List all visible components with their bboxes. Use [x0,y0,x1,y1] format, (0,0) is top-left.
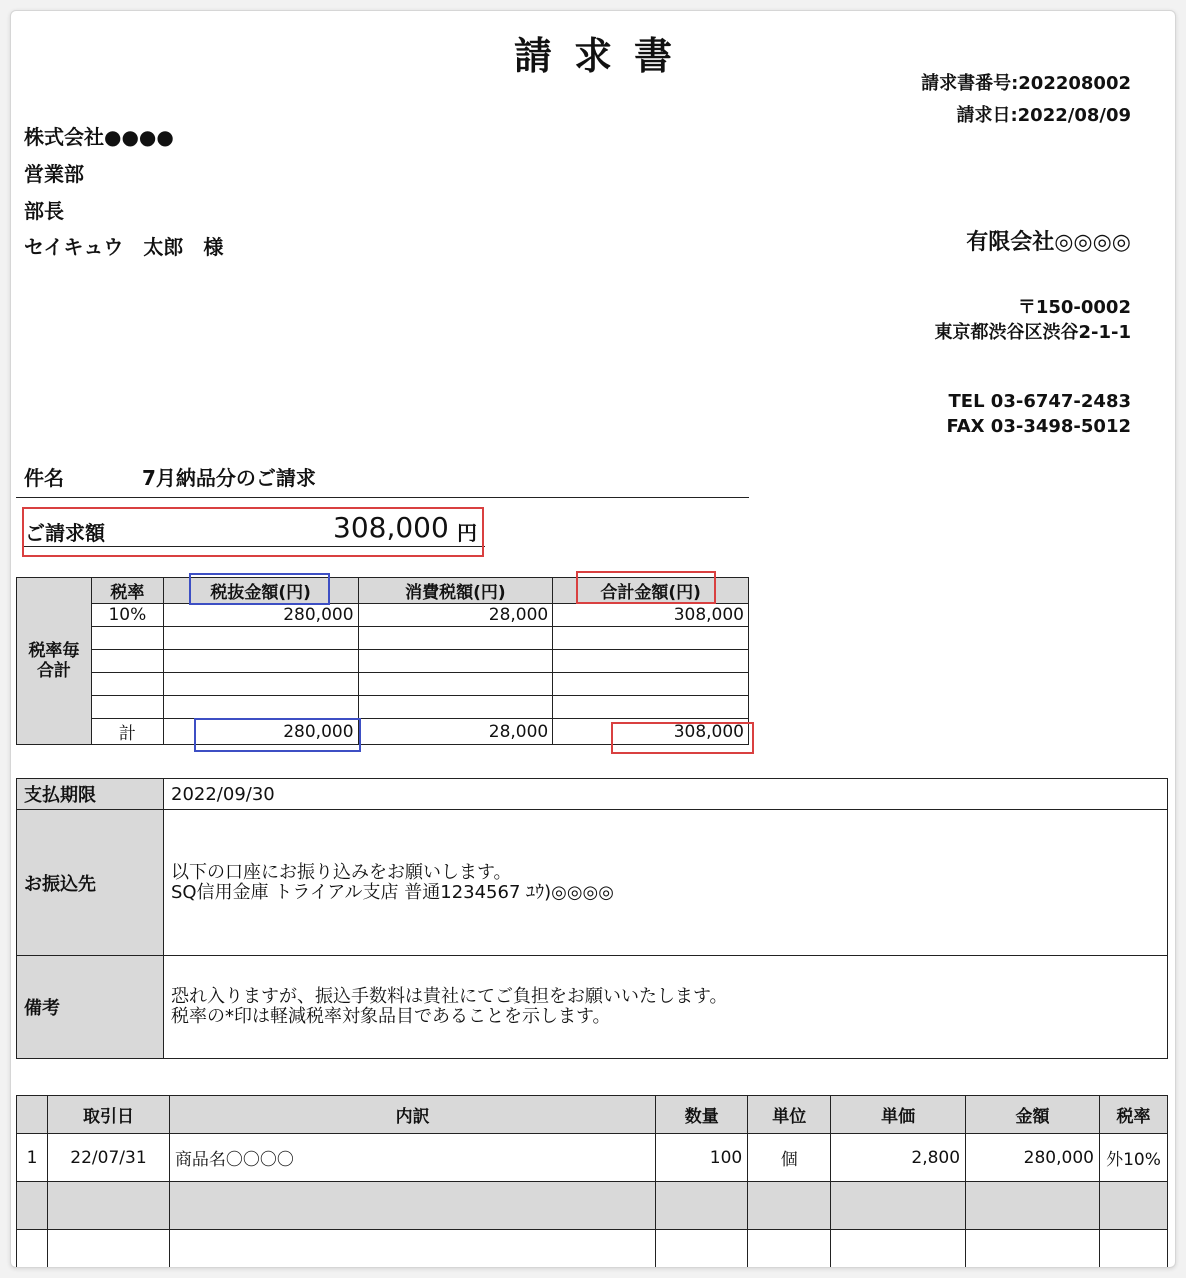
detail-row-empty [17,1230,1168,1269]
subject-label: 件名 [24,466,64,490]
subject [24,462,316,491]
detail-description: 商品名〇〇〇〇 [169,1134,655,1182]
note-value [164,956,1168,1059]
billing-amount: 308,000 [333,511,449,544]
tax-header-subtotal: 税抜金額(円) [163,578,358,604]
tax-row [17,650,749,673]
invoice-number: 請求書番号:202208002 [921,73,1131,94]
detail-unit: 個 [748,1134,831,1182]
tax-total-total: 308,000 [553,719,749,745]
tax-header-total: 合計金額(円) [553,578,749,604]
tax-rate [91,696,163,719]
detail-quantity: 100 [656,1134,748,1182]
highlight-subtotal-header [189,573,330,605]
tax-total-tax: 28,000 [358,719,553,745]
subject-rule [16,497,749,498]
note-line-2: 税率の*印は軽減税率対象品目であることを示します。 [171,1006,611,1027]
detail-header-amount: 金額 [966,1096,1100,1134]
tax-rate [91,627,163,650]
detail-header-unit: 単位 [748,1096,831,1134]
sender-company: 有限会社◎◎◎◎ [966,230,1131,255]
detail-no: 1 [17,1134,48,1182]
bank-row [17,810,1168,956]
tax-row [17,627,749,650]
tax-row [17,696,749,719]
detail-header-tax-rate: 税率 [1099,1096,1167,1134]
detail-header-description: 内訳 [169,1096,655,1134]
tax-subtotal [163,650,358,673]
billing-unit: 円 [457,521,477,545]
tax-amount [358,650,553,673]
invoice-sheet [10,10,1176,1268]
detail-tax-rate: 外10% [1099,1134,1167,1182]
sender-fax: FAX 03-3498-5012 [946,416,1131,437]
tax-total [553,673,749,696]
note-label: 備考 [17,956,164,1059]
detail-amount: 280,000 [966,1134,1100,1182]
recipient-name: セイキュウ 太郎 様 [24,235,224,259]
detail-row-empty [17,1182,1168,1230]
tax-side-label-1: 税率毎 [28,641,80,661]
bank-value [164,810,1168,956]
recipient-company: 株式会社●●●● [24,125,174,149]
tax-subtotal [163,696,358,719]
tax-subtotal [163,673,358,696]
payment-info-table [16,778,1168,1059]
tax-header-tax: 消費税額(円) [358,578,553,604]
recipient-position: 部長 [24,199,64,223]
tax-amount: 28,000 [358,604,553,627]
tax-amount [358,673,553,696]
sender-address: 東京都渋谷区渋谷2-1-1 [934,322,1131,343]
tax-rate [91,673,163,696]
line-items-table [16,1095,1168,1268]
tax-total-label: 計 [91,719,163,745]
detail-unit-price: 2,800 [831,1134,966,1182]
billing-highlight-box [22,507,484,557]
tax-amount [358,696,553,719]
highlight-total-sum [611,722,754,754]
tax-row [17,673,749,696]
tax-header-rate: 税率 [91,578,163,604]
tax-total: 308,000 [553,604,749,627]
detail-date: 22/07/31 [47,1134,169,1182]
detail-header-row [17,1096,1168,1134]
billing-label: ご請求額 [25,521,105,545]
tax-total [553,627,749,650]
tax-side-label [17,578,92,745]
recipient-department: 営業部 [24,162,84,186]
tax-side-label-2: 合計 [36,661,71,681]
tax-row [17,604,749,627]
tax-rate: 10% [91,604,163,627]
bank-line-2: SQ信用金庫 トライアル支店 普通1234567 ﾕｳ)◎◎◎◎ [171,881,614,903]
detail-header-unit-price: 単価 [831,1096,966,1134]
due-label: 支払期限 [17,779,164,810]
note-line-1: 恐れ入りますが、振込手数料は貴社にてご負担をお願いいたします。 [171,986,728,1007]
detail-header-quantity: 数量 [656,1096,748,1134]
detail-header-date: 取引日 [47,1096,169,1134]
sender-postal: 〒150-0002 [1017,297,1131,318]
tax-total-subtotal: 280,000 [163,719,358,745]
tax-subtotal [163,627,358,650]
bank-label: お振込先 [17,810,164,956]
detail-row [17,1134,1168,1182]
tax-total [553,650,749,673]
sender-tel: TEL 03-6747-2483 [948,391,1131,412]
tax-amount [358,627,553,650]
document-title: 請求書 [513,34,694,78]
tax-rate [91,650,163,673]
due-value: 2022/09/30 [164,779,1168,810]
tax-total [553,696,749,719]
tax-subtotal: 280,000 [163,604,358,627]
bank-line-1: 以下の口座にお振り込みをお願いします。 [171,861,512,883]
note-row [17,956,1168,1059]
due-row [17,779,1168,810]
highlight-total-header [576,571,716,604]
invoice-date: 請求日:2022/08/09 [956,105,1131,126]
detail-header-no [17,1096,48,1134]
subject-value: 7月納品分のご請求 [142,466,316,490]
highlight-subtotal-sum [194,718,361,752]
